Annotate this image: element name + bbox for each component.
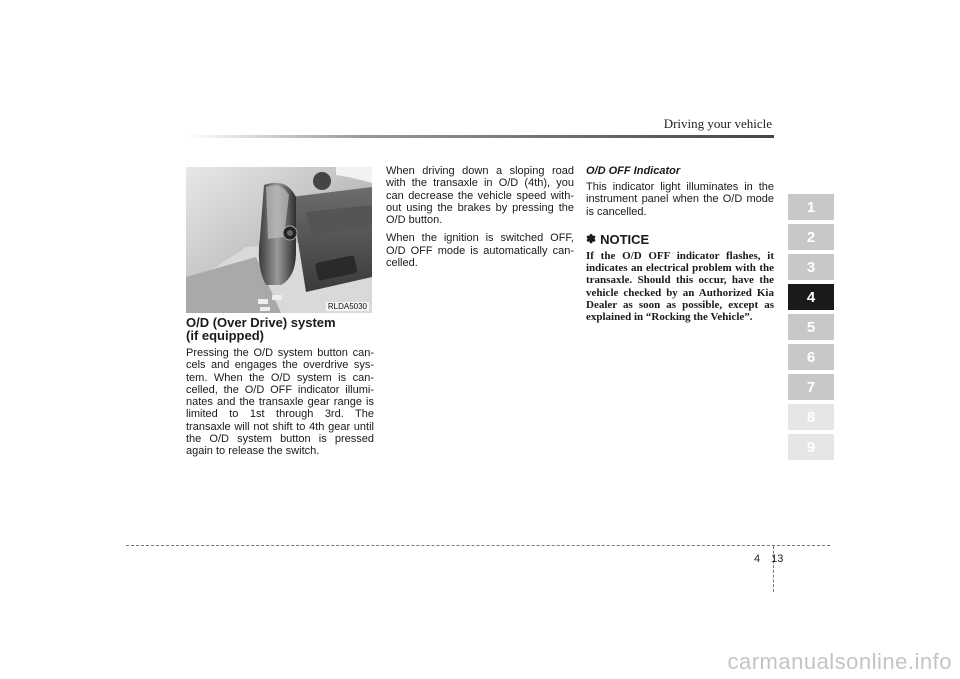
chapter-tab-9[interactable]: 9 <box>788 434 834 460</box>
page-number: 4 13 <box>754 553 784 565</box>
column-2 <box>386 165 574 269</box>
section-title <box>186 316 374 342</box>
notice-title: NOTICE <box>600 231 650 247</box>
indicator-title: O/D OFF Indicator <box>586 165 681 177</box>
notice-text: If the O/D OFF indicator flashes, it indicates an electrical problem with the transaxle. Should this occur, have the vehicle checked by an Authorized Kia Dealer as soon as possible, except as explained in “Rocking the Vehicle”. <box>586 249 774 324</box>
chapter-tab-8[interactable]: 8 <box>788 404 834 430</box>
watermark: carmanualsonline.info <box>727 649 952 674</box>
running-header: Driving your vehicle <box>663 116 772 131</box>
chapter-tab-2[interactable]: 2 <box>788 224 834 250</box>
header-rule <box>186 135 774 138</box>
gear-shifter-illustration <box>186 167 372 313</box>
photo-reference-code: RLDA5030 <box>327 302 367 311</box>
section-title-line1: O/D (Over Drive) system <box>186 315 336 330</box>
indicator-text: This indicator light illuminates in the instrument panel when the O/D mode is cancelled. <box>586 181 774 218</box>
chapter-tabs <box>788 194 834 464</box>
section-title-line2: (if equipped) <box>186 328 264 343</box>
chapter-tab-7[interactable]: 7 <box>788 374 834 400</box>
column-1 <box>186 316 374 458</box>
chapter-tab-3[interactable]: 3 <box>788 254 834 280</box>
section-paragraph: Pressing the O/D system button cancels and engages the overdrive system. When the O/D system is cancelled, the O/D OFF indicator illuminates and the transaxle gear range is limited to 1st through 3rd. The transaxle will not shift to 4th gear until the O/D system button is pressed again to release the switch. <box>186 347 374 458</box>
chapter-tab-6[interactable]: 6 <box>788 344 834 370</box>
notice-asterisk-icon: ✽ <box>586 232 597 247</box>
notice-heading <box>586 232 774 247</box>
chapter-tab-5[interactable]: 5 <box>788 314 834 340</box>
paragraph-downhill: When driving down a sloping road with the transaxle in O/D (4th), you can decrease the vehicle speed without using the brakes by pressing the O/D button. <box>386 165 574 227</box>
gear-shifter-photo <box>186 167 372 313</box>
chapter-tab-1[interactable]: 1 <box>788 194 834 220</box>
paragraph-ignition: When the ignition is switched OFF, O/D OFF mode is automatically cancelled. <box>386 232 574 270</box>
chapter-tab-4[interactable]: 4 <box>788 284 834 310</box>
column-3 <box>586 165 774 324</box>
footer-rule <box>126 545 830 546</box>
